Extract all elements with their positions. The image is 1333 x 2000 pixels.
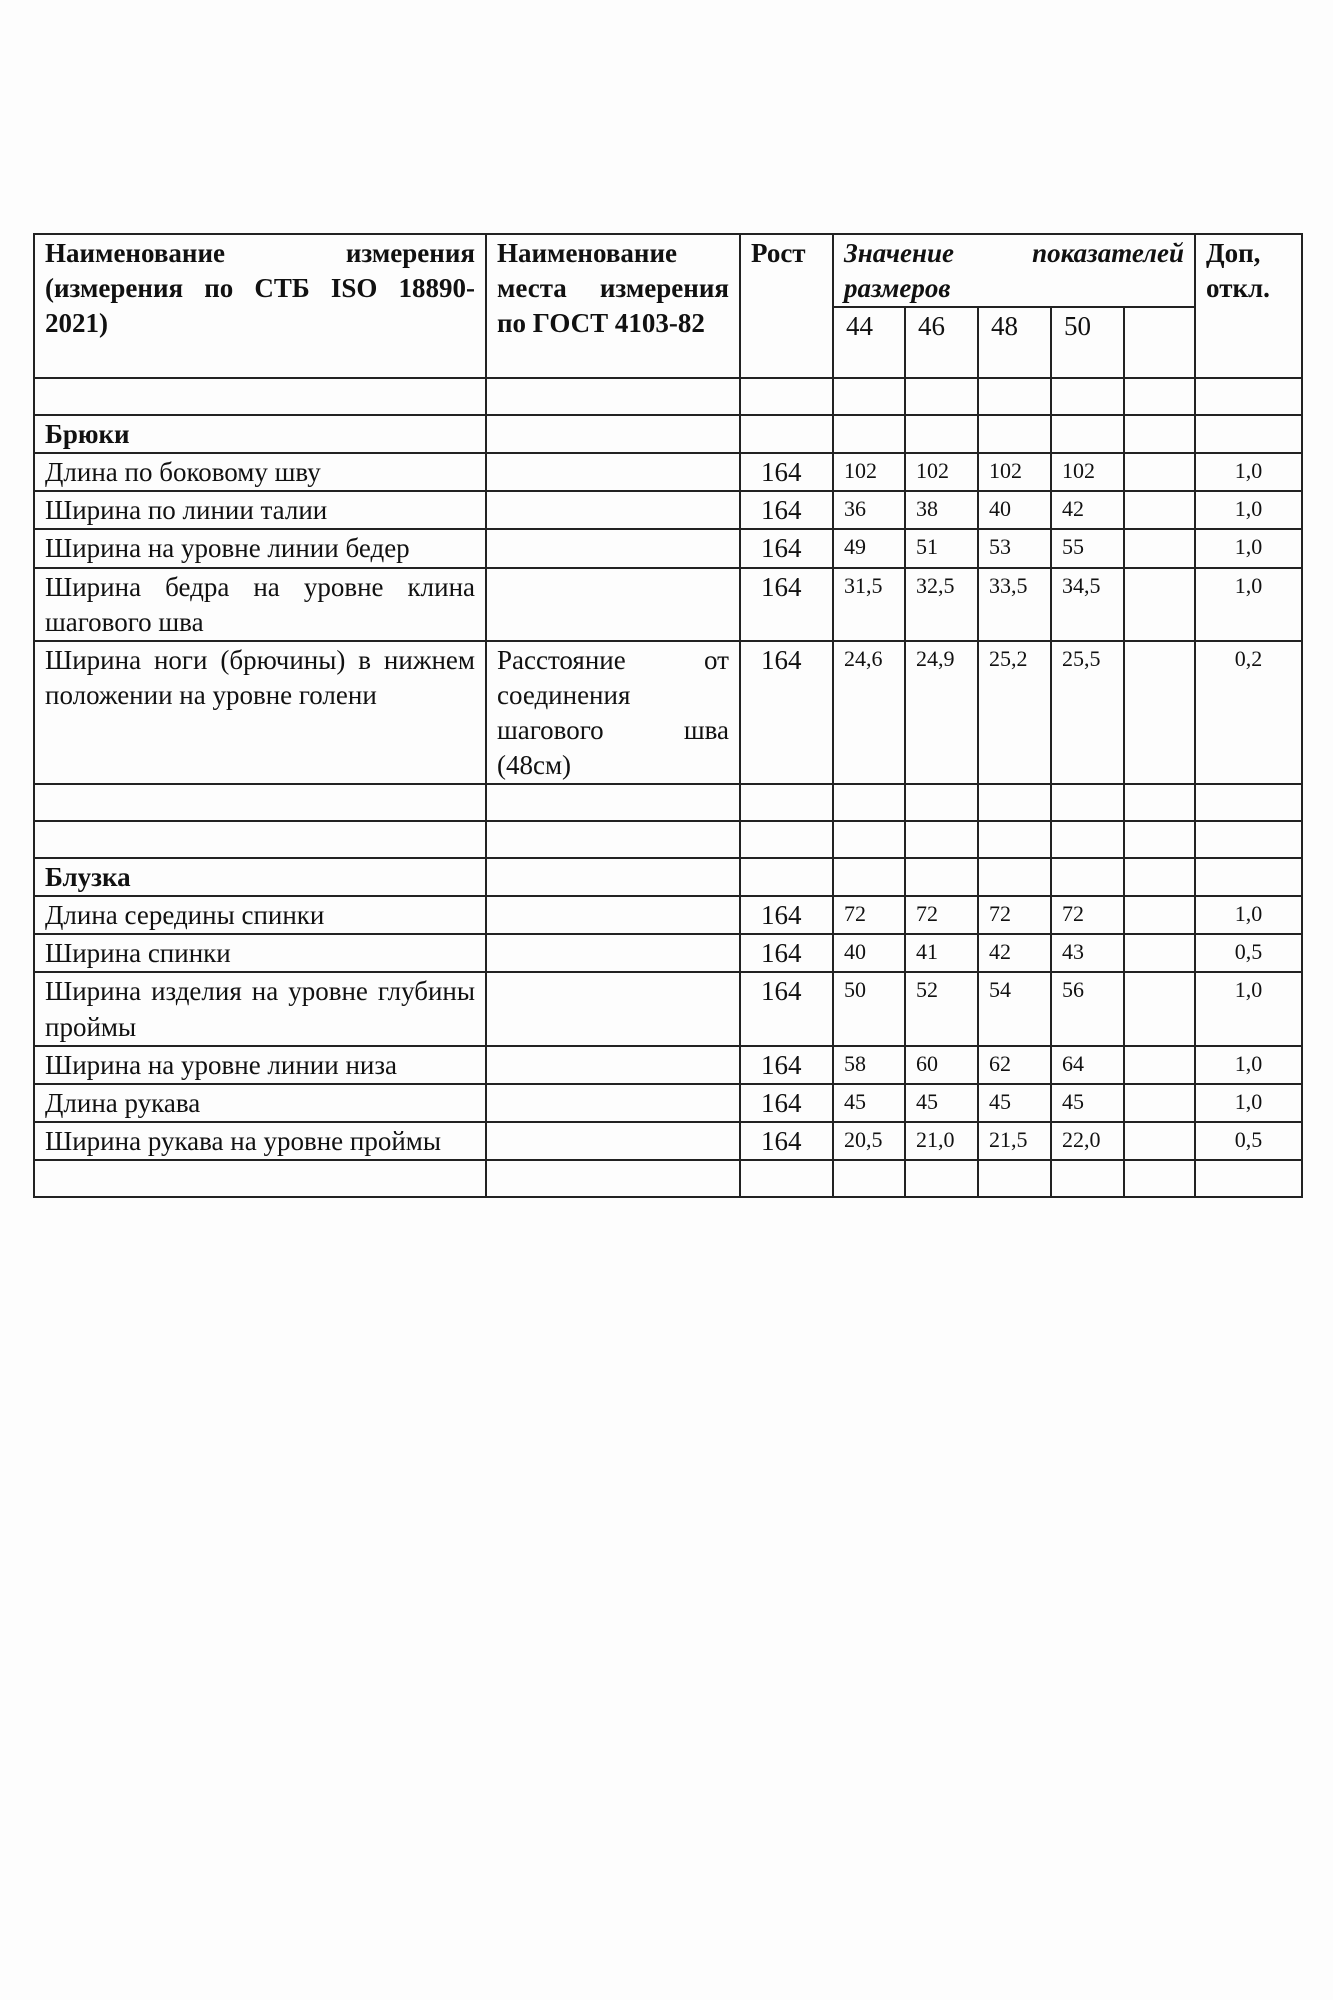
size-value: 45: [833, 1084, 905, 1122]
measurement-place: [486, 1084, 740, 1122]
size-value: 40: [833, 934, 905, 972]
height-value: 164: [740, 529, 833, 567]
empty-cell: [1051, 858, 1124, 896]
measurement-place: [486, 453, 740, 491]
empty-cell: [1195, 858, 1302, 896]
size-value: 42: [1051, 491, 1124, 529]
tolerance-value: 1,0: [1195, 529, 1302, 567]
measurement-name: Ширина бедра на уровне клина шагового шва: [34, 568, 486, 641]
measurement-name: Ширина на уровне линии бедер: [34, 529, 486, 567]
measurement-place: [486, 1046, 740, 1084]
empty-cell: [833, 821, 905, 858]
measurement-row: [34, 1084, 1302, 1122]
empty-cell: [1124, 378, 1195, 415]
size-value: 102: [905, 453, 978, 491]
size-value: 54: [978, 972, 1051, 1045]
empty-cell: [1051, 378, 1124, 415]
section-title: Блузка: [34, 858, 486, 896]
empty-cell: [1051, 784, 1124, 821]
empty-size-cell: [1124, 972, 1195, 1045]
size-value: 21,5: [978, 1122, 1051, 1160]
measurement-place: [486, 934, 740, 972]
size-value: 55: [1051, 529, 1124, 567]
header-size-48: 48: [978, 307, 1051, 378]
measurement-name: Ширина на уровне линии низа: [34, 1046, 486, 1084]
measurement-place: [486, 529, 740, 567]
size-value: 31,5: [833, 568, 905, 641]
empty-cell: [905, 378, 978, 415]
empty-cell: [1124, 784, 1195, 821]
height-value: 164: [740, 1084, 833, 1122]
spacer-row: [34, 821, 1302, 858]
empty-cell: [905, 821, 978, 858]
size-value: 72: [833, 896, 905, 934]
empty-cell: [740, 821, 833, 858]
empty-cell: [978, 415, 1051, 453]
measurement-place: [486, 491, 740, 529]
empty-cell: [1124, 1160, 1195, 1197]
empty-size-cell: [1124, 641, 1195, 784]
empty-cell: [1195, 784, 1302, 821]
empty-cell: [905, 858, 978, 896]
measurement-name: Ширина по линии талии: [34, 491, 486, 529]
size-value: 72: [978, 896, 1051, 934]
size-value: 50: [833, 972, 905, 1045]
empty-size-cell: [1124, 529, 1195, 567]
height-value: 164: [740, 491, 833, 529]
tolerance-value: 1,0: [1195, 491, 1302, 529]
empty-cell: [1124, 858, 1195, 896]
empty-cell: [1195, 415, 1302, 453]
empty-cell: [978, 858, 1051, 896]
empty-cell: [34, 1160, 486, 1197]
empty-cell: [1195, 378, 1302, 415]
size-value: 53: [978, 529, 1051, 567]
size-value: 22,0: [1051, 1122, 1124, 1160]
empty-size-cell: [1124, 1084, 1195, 1122]
size-value: 34,5: [1051, 568, 1124, 641]
empty-size-cell: [1124, 896, 1195, 934]
size-value: 21,0: [905, 1122, 978, 1160]
measurement-name: Длина середины спинки: [34, 896, 486, 934]
tolerance-value: 1,0: [1195, 568, 1302, 641]
header-size-44: 44: [833, 307, 905, 378]
measurement-row: [34, 491, 1302, 529]
size-value: 72: [1051, 896, 1124, 934]
size-value: 24,6: [833, 641, 905, 784]
measurement-place: [486, 568, 740, 641]
height-value: 164: [740, 896, 833, 934]
empty-cell: [833, 378, 905, 415]
empty-cell: [905, 1160, 978, 1197]
size-value: 51: [905, 529, 978, 567]
measurement-place: [486, 1122, 740, 1160]
empty-cell: [1124, 415, 1195, 453]
empty-cell: [740, 784, 833, 821]
table-header-row: [34, 234, 1302, 307]
height-value: 164: [740, 934, 833, 972]
empty-cell: [978, 1160, 1051, 1197]
header-place-name: Наименование места измерения по ГОСТ 4103-82: [486, 234, 740, 378]
empty-cell: [740, 1160, 833, 1197]
measurement-name: Ширина ноги (брючины) в нижнем положении на уровне голени: [34, 641, 486, 784]
measurement-row: [34, 641, 1302, 784]
tolerance-value: 0,5: [1195, 934, 1302, 972]
empty-cell: [486, 858, 740, 896]
measurement-row: [34, 529, 1302, 567]
spacer-row: [34, 1160, 1302, 1197]
measurement-place: [486, 896, 740, 934]
empty-cell: [486, 415, 740, 453]
empty-cell: [1051, 415, 1124, 453]
tolerance-value: 1,0: [1195, 1084, 1302, 1122]
height-value: 164: [740, 641, 833, 784]
section-title-row: [34, 858, 1302, 896]
header-size-empty: [1124, 307, 1195, 378]
size-value: 40: [978, 491, 1051, 529]
empty-cell: [833, 415, 905, 453]
empty-cell: [486, 378, 740, 415]
size-value: 102: [1051, 453, 1124, 491]
size-value: 25,5: [1051, 641, 1124, 784]
empty-cell: [833, 858, 905, 896]
header-tolerance: Доп, откл.: [1195, 234, 1302, 378]
height-value: 164: [740, 1122, 833, 1160]
measurement-name: Длина по боковому шву: [34, 453, 486, 491]
measurement-row: [34, 1122, 1302, 1160]
measurement-row: [34, 568, 1302, 641]
size-value: 52: [905, 972, 978, 1045]
tolerance-value: 1,0: [1195, 453, 1302, 491]
size-value: 20,5: [833, 1122, 905, 1160]
measurement-row: [34, 453, 1302, 491]
height-value: 164: [740, 568, 833, 641]
empty-cell: [978, 378, 1051, 415]
empty-cell: [833, 784, 905, 821]
measurement-name: Ширина изделия на уровне глубины проймы: [34, 972, 486, 1045]
size-value: 49: [833, 529, 905, 567]
height-value: 164: [740, 1046, 833, 1084]
empty-cell: [740, 378, 833, 415]
empty-size-cell: [1124, 1122, 1195, 1160]
empty-cell: [34, 784, 486, 821]
empty-cell: [486, 821, 740, 858]
size-measurement-table: [33, 233, 1303, 1198]
tolerance-value: 0,5: [1195, 1122, 1302, 1160]
section-title-row: [34, 415, 1302, 453]
size-value: 60: [905, 1046, 978, 1084]
empty-cell: [905, 784, 978, 821]
empty-cell: [740, 415, 833, 453]
measurement-name: Длина рукава: [34, 1084, 486, 1122]
empty-cell: [1051, 821, 1124, 858]
empty-size-cell: [1124, 568, 1195, 641]
empty-cell: [1195, 1160, 1302, 1197]
empty-cell: [1195, 821, 1302, 858]
empty-cell: [486, 784, 740, 821]
size-value: 45: [1051, 1084, 1124, 1122]
size-value: 33,5: [978, 568, 1051, 641]
section-title: Брюки: [34, 415, 486, 453]
spacer-row: [34, 784, 1302, 821]
header-measure-name: Наименование измерения (измерения по СТБ ISO 18890-2021): [34, 234, 486, 378]
size-value: 38: [905, 491, 978, 529]
measurement-row: [34, 1046, 1302, 1084]
tolerance-value: 1,0: [1195, 972, 1302, 1045]
tolerance-value: 1,0: [1195, 896, 1302, 934]
empty-cell: [486, 1160, 740, 1197]
header-size-values: Значение показателей размеров: [833, 234, 1195, 307]
empty-cell: [978, 821, 1051, 858]
measurement-row: [34, 934, 1302, 972]
measurement-name: Ширина рукава на уровне проймы: [34, 1122, 486, 1160]
empty-cell: [833, 1160, 905, 1197]
measurement-name: Ширина спинки: [34, 934, 486, 972]
header-size-46: 46: [905, 307, 978, 378]
size-value: 24,9: [905, 641, 978, 784]
empty-cell: [1124, 821, 1195, 858]
tolerance-value: 0,2: [1195, 641, 1302, 784]
size-value: 62: [978, 1046, 1051, 1084]
size-value: 102: [833, 453, 905, 491]
tolerance-value: 1,0: [1195, 1046, 1302, 1084]
size-value: 42: [978, 934, 1051, 972]
height-value: 164: [740, 972, 833, 1045]
height-value: 164: [740, 453, 833, 491]
empty-cell: [905, 415, 978, 453]
spacer-row: [34, 378, 1302, 415]
size-value: 45: [905, 1084, 978, 1122]
empty-cell: [34, 821, 486, 858]
size-value: 102: [978, 453, 1051, 491]
measurement-row: [34, 896, 1302, 934]
size-value: 64: [1051, 1046, 1124, 1084]
empty-size-cell: [1124, 453, 1195, 491]
size-value: 72: [905, 896, 978, 934]
measurement-row: [34, 972, 1302, 1045]
header-height: Рост: [740, 234, 833, 378]
size-value: 41: [905, 934, 978, 972]
empty-size-cell: [1124, 934, 1195, 972]
size-value: 45: [978, 1084, 1051, 1122]
size-value: 36: [833, 491, 905, 529]
empty-cell: [978, 784, 1051, 821]
size-value: 43: [1051, 934, 1124, 972]
size-value: 32,5: [905, 568, 978, 641]
empty-cell: [1051, 1160, 1124, 1197]
empty-cell: [34, 378, 486, 415]
size-value: 56: [1051, 972, 1124, 1045]
header-size-50: 50: [1051, 307, 1124, 378]
empty-cell: [740, 858, 833, 896]
empty-size-cell: [1124, 1046, 1195, 1084]
size-value: 25,2: [978, 641, 1051, 784]
measurement-place: [486, 972, 740, 1045]
empty-size-cell: [1124, 491, 1195, 529]
size-value: 58: [833, 1046, 905, 1084]
measurement-place: Расстояние от соединения шагового шва (48см): [486, 641, 740, 784]
